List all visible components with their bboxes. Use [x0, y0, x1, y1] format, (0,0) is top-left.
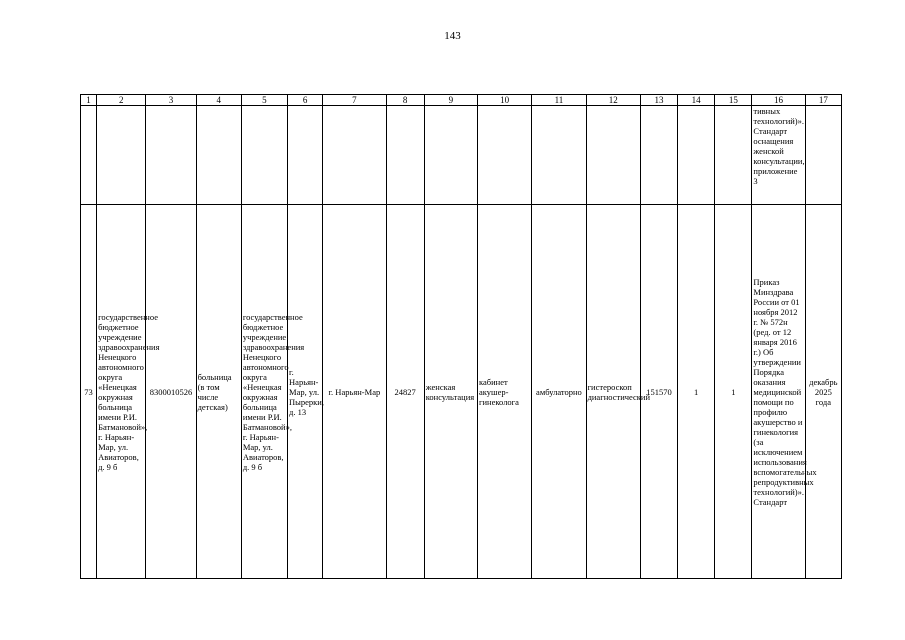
column-number: 14 — [678, 95, 715, 106]
required-quantity: 1 — [678, 205, 715, 579]
column-number: 5 — [241, 95, 287, 106]
column-number: 11 — [532, 95, 586, 106]
equipment-name: гистероскоп диагностический — [586, 205, 640, 579]
column-number: 10 — [478, 95, 532, 106]
column-number: 2 — [97, 95, 146, 106]
column-number: 6 — [288, 95, 323, 106]
column-number: 17 — [805, 95, 841, 106]
planned-quantity: 1 — [715, 205, 752, 579]
regulation-text-continued: тивных технологий)». Стандарт оснащения женской консультации, приложение 3 — [752, 106, 805, 205]
population: 24827 — [386, 205, 424, 579]
settlement: г. Нарьян-Мар — [323, 205, 386, 579]
column-number: 13 — [640, 95, 677, 106]
column-number: 16 — [752, 95, 805, 106]
equipment-table — [80, 94, 842, 579]
continuation-row — [81, 106, 842, 205]
department: женская консультация — [424, 205, 477, 579]
delivery-date: декабрь 2025 года — [805, 205, 841, 579]
inn: 8300010526 — [146, 205, 196, 579]
column-number: 7 — [323, 95, 386, 106]
column-number: 15 — [715, 95, 752, 106]
column-number-header-row — [81, 95, 842, 106]
address: г. Нарьян-Мар, ул. Пырерки, д. 13 — [288, 205, 323, 579]
structural-unit: государственное бюджетное учреждение здравоохранения Ненецкого автономного округа «Ненецкая окружная больница имени Р.И. Батмановой», г. Нарьян-Мар, ул. Авиаторов, д. 9 б — [241, 205, 287, 579]
column-number: 3 — [146, 95, 196, 106]
care-conditions: амбулаторно — [532, 205, 586, 579]
column-number: 1 — [81, 95, 97, 106]
table-row — [81, 205, 842, 579]
cabinet: кабинет акушер-гинеколога — [478, 205, 532, 579]
regulation-text: Приказ Минздрава России от 01 ноября 2012 г. № 572н (ред. от 12 января 2016 г.) Об утверждении Порядка оказания медицинской помощи по профилю акушерство и гинекология (за исключением использования вспомогательных репродуктивных технологий)». Стандарт — [752, 205, 805, 579]
column-number: 8 — [386, 95, 424, 106]
facility-type: больница (в том числе детская) — [196, 205, 241, 579]
organization-name: государственное бюджетное учреждение здравоохранения Ненецкого автономного округа «Ненецкая окружная больница имени Р.И. Батмановой», г. Нарьян-Мар, ул. Авиаторов, д. 9 б — [97, 205, 146, 579]
column-number: 9 — [424, 95, 477, 106]
column-number: 4 — [196, 95, 241, 106]
page-number: 143 — [444, 30, 461, 42]
column-number: 12 — [586, 95, 640, 106]
row-number: 73 — [81, 205, 97, 579]
equipment-code: 151570 — [640, 205, 677, 579]
